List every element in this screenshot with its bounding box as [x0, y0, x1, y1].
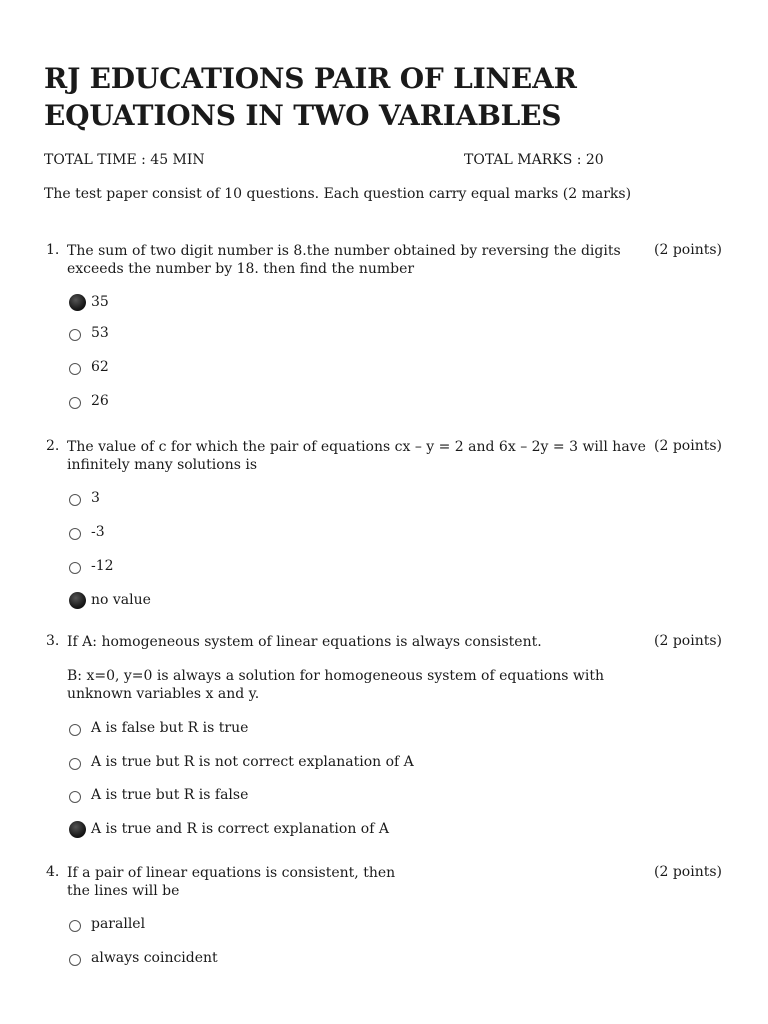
- question-text: If A: homogeneous system of linear equations is always consistent.: [67, 634, 542, 650]
- radio-icon[interactable]: [69, 724, 81, 736]
- page-title: RJ EDUCATIONS PAIR OF LINEAR EQUATIONS IN TWO VARIABLES: [44, 62, 577, 132]
- option-label: 53: [91, 325, 109, 341]
- option-label: 26: [91, 393, 109, 409]
- radio-selected-icon[interactable]: [69, 592, 86, 609]
- q1-option-4[interactable]: [69, 391, 109, 411]
- option-label: 62: [91, 359, 109, 375]
- q1-option-1[interactable]: [69, 292, 109, 312]
- radio-icon[interactable]: [69, 494, 81, 506]
- option-label: 3: [91, 490, 100, 506]
- radio-icon[interactable]: [69, 562, 81, 574]
- q2-option-1[interactable]: [69, 488, 100, 508]
- radio-selected-icon[interactable]: [69, 821, 86, 838]
- radio-selected-icon[interactable]: [69, 294, 86, 311]
- radio-icon[interactable]: [69, 528, 81, 540]
- question-subtext: B: x=0, y=0 is always a solution for homogeneous system of equations with unknown variables x and y.: [67, 668, 605, 702]
- radio-icon[interactable]: [69, 363, 81, 375]
- question-points: (2 points): [654, 242, 722, 258]
- option-label: -3: [91, 524, 105, 540]
- question-number: 4.: [46, 864, 60, 880]
- q2-option-2[interactable]: [69, 522, 105, 542]
- question-points: (2 points): [654, 633, 722, 649]
- radio-icon[interactable]: [69, 920, 81, 932]
- total-time: TOTAL TIME : 45 MIN: [44, 152, 205, 168]
- radio-icon[interactable]: [69, 758, 81, 770]
- option-label: 35: [91, 294, 109, 310]
- radio-icon[interactable]: [69, 954, 81, 966]
- question-text: The value of c for which the pair of equations cx – y = 2 and 6x – 2y = 3 will have infinitely many solutions is: [67, 439, 646, 473]
- option-label: always coincident: [91, 950, 218, 966]
- question-points: (2 points): [654, 438, 722, 454]
- radio-icon[interactable]: [69, 329, 81, 341]
- q2-option-3[interactable]: [69, 556, 114, 576]
- radio-icon[interactable]: [69, 397, 81, 409]
- option-label: A is true but R is false: [91, 787, 249, 803]
- radio-icon[interactable]: [69, 791, 81, 803]
- question-text: The sum of two digit number is 8.the number obtained by reversing the digits exceeds the number by 18. then find the number: [67, 243, 621, 277]
- q1-option-3[interactable]: [69, 357, 109, 377]
- question-number: 1.: [46, 242, 60, 258]
- option-label: parallel: [91, 916, 146, 932]
- q3-option-1[interactable]: [69, 718, 248, 738]
- question-points: (2 points): [654, 864, 722, 880]
- option-label: A is true but R is not correct explanation of A: [91, 754, 414, 770]
- option-label: no value: [91, 592, 151, 608]
- q1-option-2[interactable]: [69, 323, 109, 343]
- instructions: The test paper consist of 10 questions. Each question carry equal marks (2 marks): [44, 186, 632, 202]
- q3-option-3[interactable]: [69, 785, 248, 805]
- q3-option-4[interactable]: [69, 819, 389, 839]
- option-label: A is false but R is true: [91, 720, 249, 736]
- q3-option-2[interactable]: [69, 752, 414, 772]
- question-text: If a pair of linear equations is consistent, then the lines will be: [67, 865, 396, 899]
- q4-option-1[interactable]: [69, 914, 145, 934]
- option-label: -12: [91, 558, 114, 574]
- question-number: 3.: [46, 633, 60, 649]
- q4-option-2[interactable]: [69, 948, 218, 968]
- option-label: A is true and R is correct explanation of A: [91, 821, 389, 837]
- total-marks: TOTAL MARKS : 20: [464, 152, 604, 168]
- q2-option-4[interactable]: [69, 590, 151, 610]
- question-number: 2.: [46, 438, 60, 454]
